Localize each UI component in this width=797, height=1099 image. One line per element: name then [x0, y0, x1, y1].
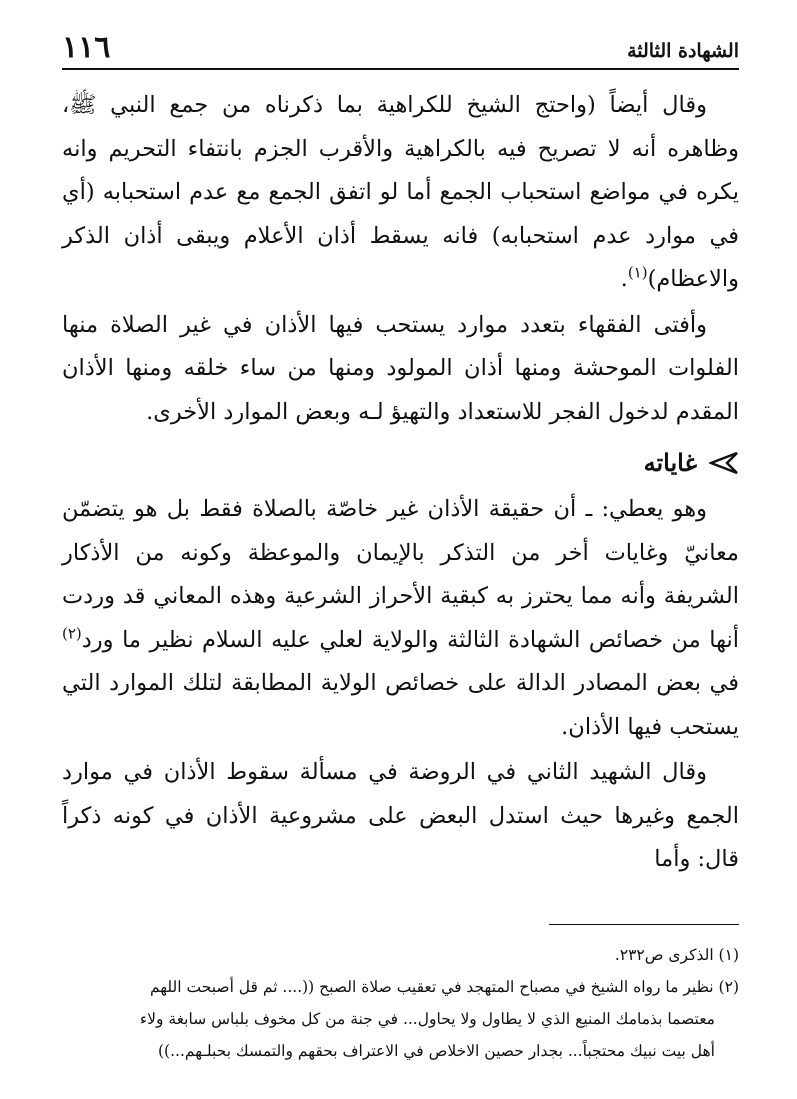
- section-heading: [62, 438, 739, 488]
- paragraph-3-text: وهو يعطي: ـ أن حقيقة الأذان غير خاصّة بالصلاة فقط بل هو يتضمّن معانيّ وغايات أخر من التذكر بالإيمان والموعظة وكونه من الأذكار الشريفة وأنه مما يحترز به كبقية الأحراز الشرعية وهذه المعاني قد وردت أنها من خصائص الشهادة الثالثة والولاية لعلي عليه السلام نظير ما ورد: [62, 496, 739, 653]
- paragraph-1: [62, 84, 739, 302]
- footnote-2-line-2: معتصما بذمامك المنيع الذي لا يطاول ولا يحاول... في جنة من كل مخوف بلباس سابغة ولاء: [139, 1009, 715, 1028]
- page-number: ١١٦: [62, 30, 111, 65]
- page-header: [62, 26, 739, 70]
- footnote-1: (١) الذكرى ص٢٣٢.: [614, 945, 739, 964]
- section-title: غاياته: [643, 448, 697, 477]
- arrowhead-icon: [709, 451, 739, 475]
- footnote-divider: [549, 924, 739, 925]
- footnotes: [62, 939, 739, 1067]
- footnote-2-line-3: أهل بيت نبيك محتجباً... بجدار حصين الاخلاص في الاعتراف بحقهم والتمسك بحبلـهم...)): [158, 1041, 715, 1060]
- paragraph-1-end: .: [620, 266, 628, 292]
- paragraph-2: وأفتى الفقهاء بتعدد موارد يستحب فيها الأذان في غير الصلاة منها الفلوات الموحشة ومنها أذان المولود ومنها من ساء خلقه ومنها الأذان المقدم لدخول الفجر للاستعداد والتهيؤ لـه وبعض الموارد الأخرى.: [62, 311, 739, 425]
- book-page: [62, 26, 739, 1067]
- paragraph-3: [62, 488, 739, 749]
- paragraph-1-text: وقال أيضاً (واحتج الشيخ للكراهية بما ذكرناه من جمع النبي ﷺ، وظاهره أنه لا تصريح فيه بالكراهية والأقرب الجزم بانتفاء التحريم وانه يكره في مواضع استحباب الجمع أما لو اتفق الجمع مع عدم استحبابه (أي في موارد عدم استحبابه) فانه يسقط أذان الأعلام ويبقى أذان الذكر والاعظام): [62, 92, 739, 292]
- footnote-ref-1: (١): [627, 263, 648, 282]
- footnote-ref-2: (٢): [62, 624, 82, 642]
- running-title: الشهادة الثالثة: [627, 40, 739, 62]
- paragraph-3-end: في بعض المصادر الدالة على خصائص الولاية المطابقة لتلك الموارد التي يستحب فيها الأذان.: [62, 670, 739, 740]
- body-text: [62, 84, 739, 882]
- footnote-2-line-1: (٢) نظير ما رواه الشيخ في مصباح المتهجد في تعقيب صلاة الصبح ((.... ثم قل أصبحت اللهم: [149, 977, 739, 996]
- paragraph-4: وقال الشهيد الثاني في الروضة في مسألة سقوط الأذان في موارد الجمع وغيرها حيث استدل البعض على مشروعية الأذان في كونه ذكراً قال: وأما: [62, 759, 739, 872]
